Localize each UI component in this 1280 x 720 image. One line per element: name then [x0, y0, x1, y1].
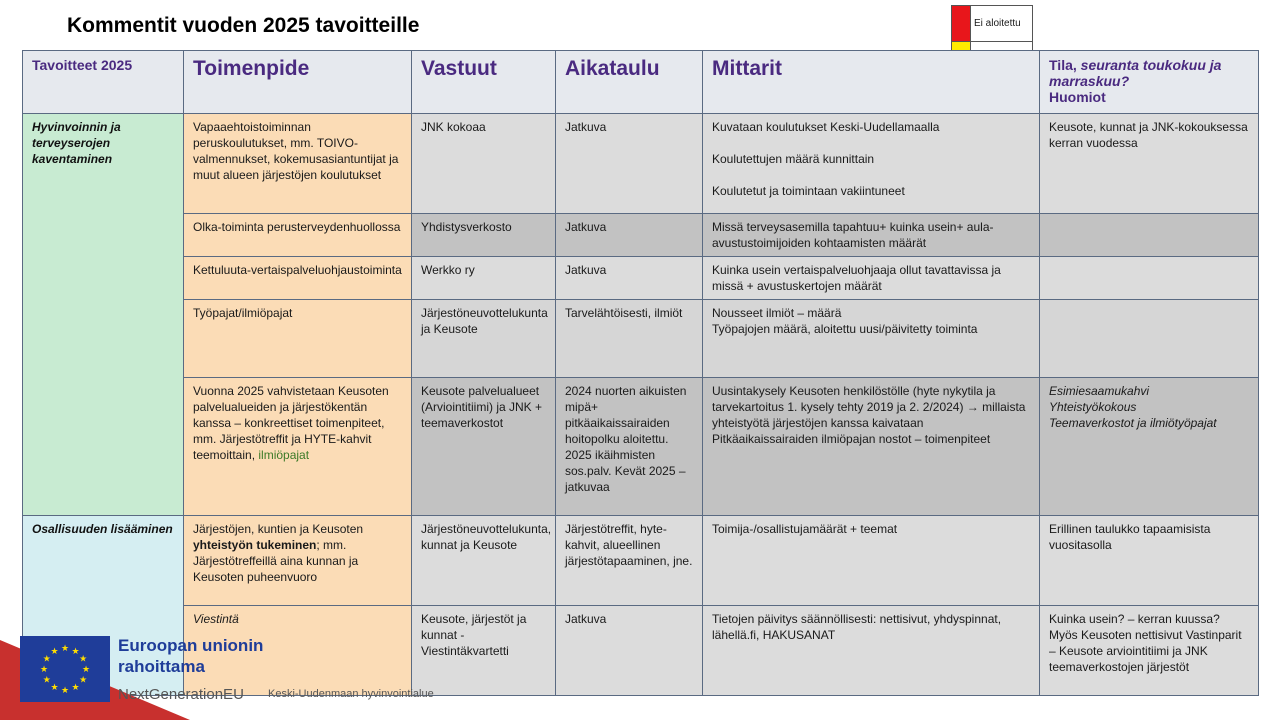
cell-tila — [1040, 300, 1259, 378]
page-title: Kommentit vuoden 2025 tavoitteille — [67, 14, 420, 37]
eu-star-icon: ★ — [71, 682, 80, 693]
eu-star-icon: ★ — [79, 674, 88, 685]
header-toimenpide: Toimenpide — [184, 51, 412, 114]
cell-vastuut: Keusote, järjestöt ja kunnat - Viestintäkvartetti — [412, 606, 556, 696]
header-aikataulu: Aikataulu — [556, 51, 703, 114]
table-row — [23, 516, 1259, 606]
cell-aikataulu: Jatkuva — [556, 257, 703, 300]
eu-flag-icon — [20, 636, 110, 702]
goal-osallisuus: Osallisuuden lisääminen — [23, 516, 184, 696]
table-row — [23, 257, 1259, 300]
cell-aikataulu: 2024 nuorten aikuisten mipä+ pitkäaikaissairaiden hoitopolku aloitettu. 2025 ikäihmisten sos.palv. Kevät 2025 – jatkuvaa — [556, 378, 703, 516]
header-tila-prefix: Tila, — [1049, 57, 1081, 73]
cell-aikataulu: Järjestötreffit, hyte-kahvit, alueellinen järjestötapaaminen, jne. — [556, 516, 703, 606]
header-tila — [1040, 51, 1259, 114]
eu-nextgen-text: NextGenerationEU — [118, 686, 244, 703]
eu-stars-icon — [20, 636, 110, 702]
cell-tila — [1040, 214, 1259, 257]
cell-tila: Erillinen taulukko tapaamisista vuositasolla — [1040, 516, 1259, 606]
footer-note: Keski-Uudenmaan hyvinvointialue — [268, 688, 434, 700]
mittari-line: Koulutettujen määrä kunnittain — [712, 152, 875, 166]
mittari-line: Nousseet ilmiöt – määrä — [712, 306, 842, 320]
cell-aikataulu: Jatkuva — [556, 114, 703, 214]
toimenpide-highlight: ilmiöpajat — [258, 448, 310, 462]
eu-line-1: Euroopan unionin — [118, 636, 264, 655]
cell-aikataulu: Jatkuva — [556, 214, 703, 257]
mittari-line: Työpajojen määrä, aloitettu uusi/päivitetty toiminta — [712, 322, 978, 336]
cell-mittarit: Tietojen päivitys säännöllisesti: nettisivut, yhdyspinnat, lähellä.fi, HAKUSANAT — [703, 606, 1040, 696]
cell-mittarit — [703, 300, 1040, 378]
cell-tila — [1040, 257, 1259, 300]
cell-toimenpide: Kettuluuta-vertaispalveluohjaustoiminta — [184, 257, 412, 300]
header-tila-suffix: Huomiot — [1049, 89, 1106, 105]
cell-tila: Keusote, kunnat ja JNK-kokouksessa kerran vuodessa — [1040, 114, 1259, 214]
toimenpide-text: Järjestöjen, kuntien ja Keusoten — [193, 522, 364, 536]
cell-vastuut: Yhdistysverkosto — [412, 214, 556, 257]
eu-star-icon: ★ — [50, 645, 59, 656]
cell-toimenpide: Olka-toiminta perusterveydenhuollossa — [184, 214, 412, 257]
cell-vastuut: Järjestöneuvottelukunta ja Keusote — [412, 300, 556, 378]
cell-toimenpide: Vapaaehtoistoiminnan peruskoulutukset, mm. TOIVO-valmennukset, kokemusasiantuntijat ja muut alueen järjestöjen koulutukset — [184, 114, 412, 214]
eu-line-2: rahoittama — [118, 657, 205, 676]
toimenpide-text: ; mm. Järjestötreffeillä aina kunnan ja Keusoten puheenvuoro — [193, 538, 359, 584]
eu-star-icon: ★ — [39, 664, 49, 674]
cell-toimenpide: Työpajat/ilmiöpajat — [184, 300, 412, 378]
cell-tila: Kuinka usein? – kerran kuussa? Myös Keusoten nettisivut Vastinparit – Keusote arviointitiimi ja JNK teemaverkostojen järjestöt — [1040, 606, 1259, 696]
eu-star-icon: ★ — [79, 653, 88, 664]
legend-label-not-started: Ei aloitettu — [971, 6, 1033, 42]
cell-mittarit: Uusintakysely Keusoten henkilöstölle (hyte nykytila ja tarvekartoitus 1. kysely tehty 2019 ja 2. 2/2024) → millaista yhteistyötä järjestöjen kanssa kaivataan Pitkäaikaissairaiden ilmiöpajan nostot – toimenpiteet — [703, 378, 1040, 516]
toimenpide-bold: yhteistyön tukeminen — [193, 538, 317, 552]
cell-vastuut: Keusote palvelualueet (Arviointitiimi) ja JNK + teemaverkostot — [412, 378, 556, 516]
table-row — [23, 300, 1259, 378]
table-row — [23, 114, 1259, 214]
cell-mittarit: Missä terveysasemilla tapahtuu+ kuinka usein+ aula-avustustoimijoiden kohtaamisten määrät — [703, 214, 1040, 257]
goals-table — [22, 50, 1259, 696]
cell-toimenpide — [184, 378, 412, 516]
cell-aikataulu: Jatkuva — [556, 606, 703, 696]
eu-star-icon: ★ — [42, 674, 51, 685]
mittari-line: Kuvataan koulutukset Keski-Uudellamaalla — [712, 120, 940, 134]
mittari-line: Koulutetut ja toimintaan vakiintuneet — [712, 184, 905, 198]
eu-star-icon: ★ — [42, 653, 51, 664]
eu-star-icon: ★ — [71, 645, 80, 656]
cell-aikataulu: Tarvelähtöisesti, ilmiöt — [556, 300, 703, 378]
cell-mittarit — [703, 114, 1040, 214]
legend-swatch-red — [952, 6, 971, 42]
tila-line: Esimiesaamukahvi — [1049, 384, 1150, 398]
tila-line: Teemaverkostot ja ilmiötyöpajat — [1049, 416, 1217, 430]
eu-star-icon: ★ — [50, 682, 59, 693]
cell-mittarit: Kuinka usein vertaispalveluohjaaja ollut tavattavissa ja missä + avustuskertojen määrät — [703, 257, 1040, 300]
header-vastuut: Vastuut — [412, 51, 556, 114]
table-row — [23, 214, 1259, 257]
cell-tila — [1040, 378, 1259, 516]
header-tila-italic: seuranta toukokuu ja marraskuu? — [1049, 57, 1222, 89]
tila-line: Yhteistyökokous — [1049, 400, 1137, 414]
table-row — [23, 378, 1259, 516]
cell-vastuut: JNK kokoaa — [412, 114, 556, 214]
header-tavoitteet: Tavoitteet 2025 — [23, 51, 184, 114]
cell-mittarit: Toimija-/osallistujamäärät + teemat — [703, 516, 1040, 606]
eu-star-icon: ★ — [81, 664, 91, 674]
cell-vastuut: Järjestöneuvottelukunta, kunnat ja Keusote — [412, 516, 556, 606]
header-mittarit: Mittarit — [703, 51, 1040, 114]
toimenpide-text: Vuonna 2025 vahvistetaan Keusoten palvelualueiden ja järjestökentän kanssa – konkreettiset toimenpiteet, mm. Järjestötreffit ja HYTE-kahvit teemoittain, — [193, 384, 389, 462]
eu-star-icon: ★ — [60, 685, 70, 695]
table-header-row — [23, 51, 1259, 114]
cell-vastuut: Werkko ry — [412, 257, 556, 300]
cell-toimenpide: Viestintä — [184, 606, 412, 696]
eu-funding-text — [118, 635, 263, 677]
goal-hyvinvointi: Hyvinvoinnin ja terveyserojen kaventaminen — [23, 114, 184, 516]
cell-toimenpide — [184, 516, 412, 606]
eu-star-icon: ★ — [60, 643, 70, 653]
